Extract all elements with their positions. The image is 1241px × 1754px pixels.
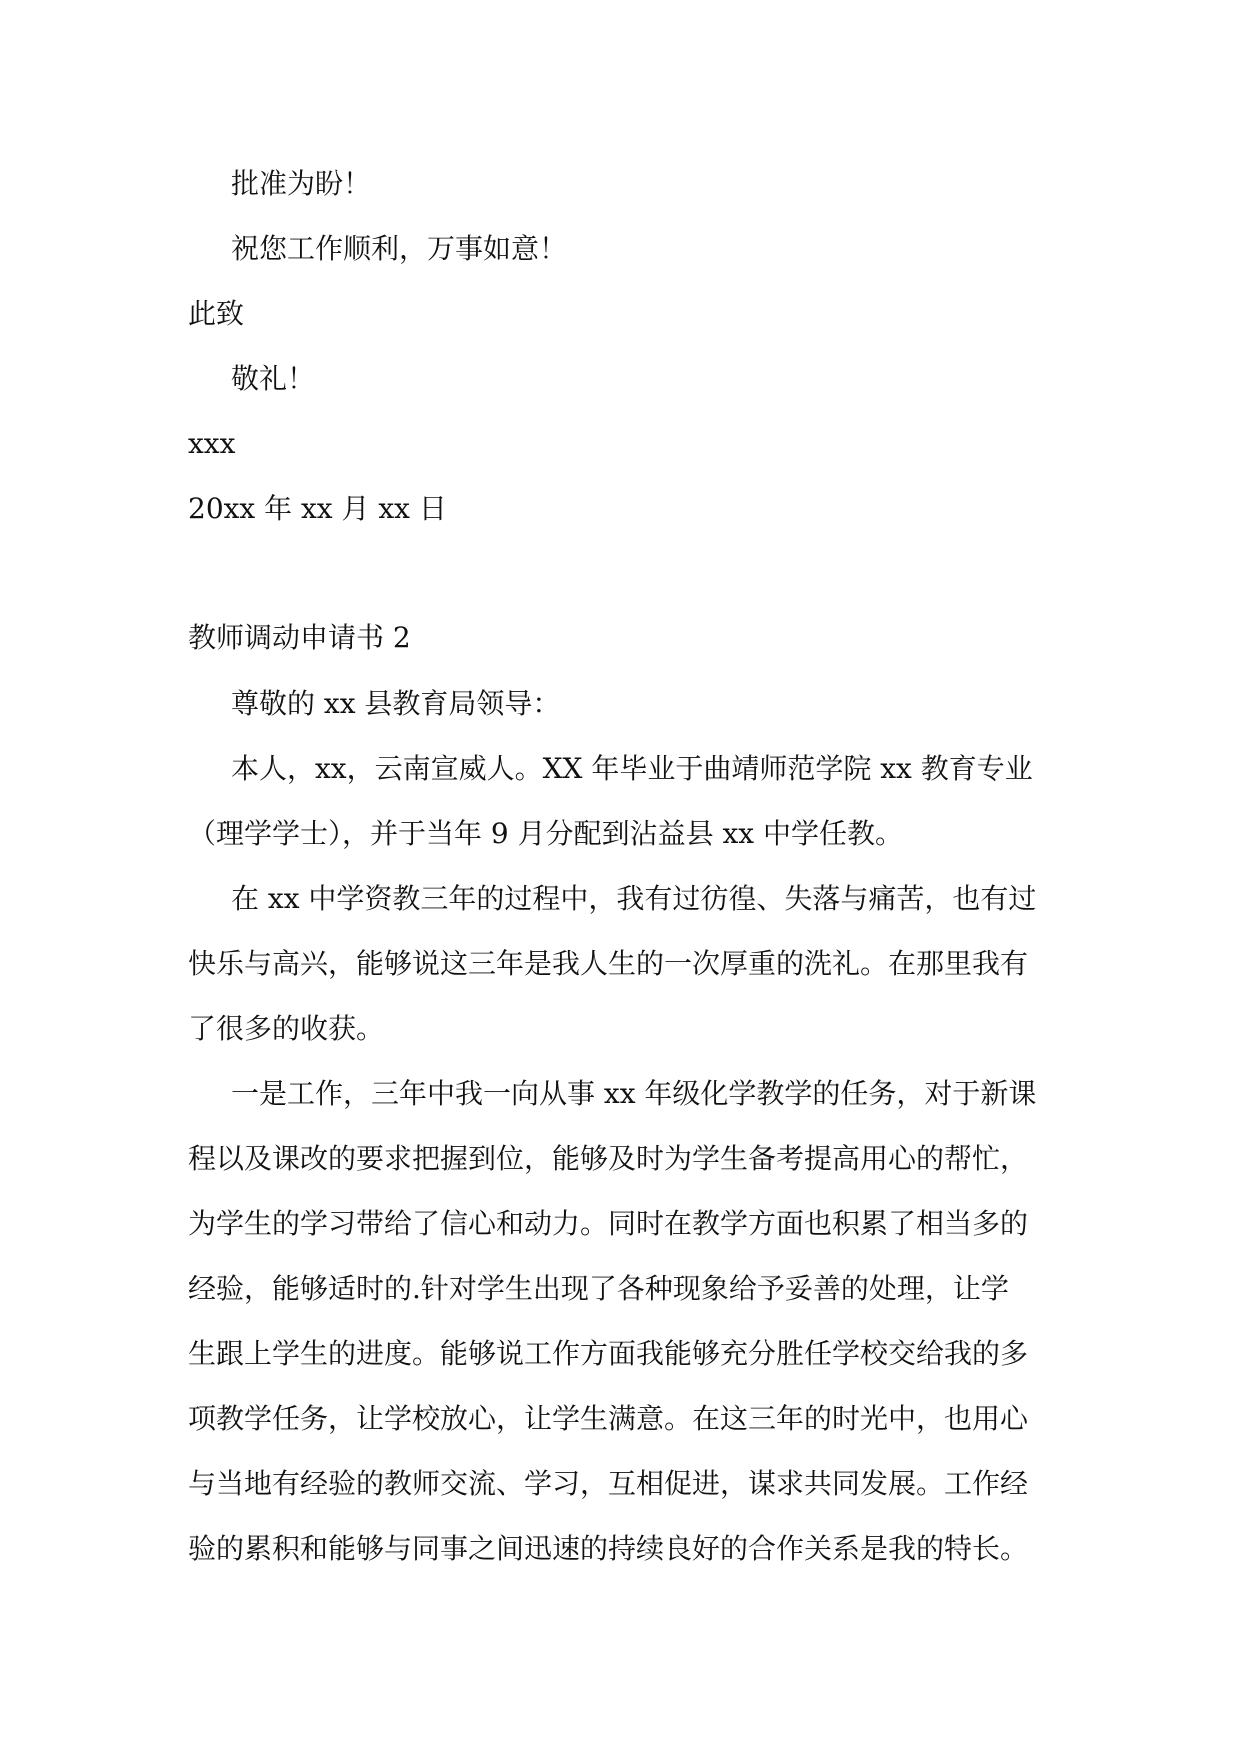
closing-line: 此致	[188, 297, 245, 330]
body-line: 快乐与高兴，能够说这三年是我人生的一次厚重的洗礼。在那里我有	[188, 947, 1029, 980]
approval-line: 批准为盼！	[231, 167, 372, 200]
body-line: （理学学士），并于当年 9 月分配到沾益县 xx 中学任教。	[188, 817, 904, 850]
body-line: 为学生的学习带给了信心和动力。同时在教学方面也积累了相当多的	[188, 1207, 1029, 1240]
date-line: 20xx 年 xx 月 xx 日	[188, 492, 447, 525]
body-line: 与当地有经验的教师交流、学习，互相促进，谋求共同发展。工作经	[188, 1467, 1029, 1500]
body-line: 程以及课改的要求把握到位，能够及时为学生备考提高用心的帮忙，	[188, 1142, 1029, 1175]
body-line: 本人，xx，云南宣威人。XX 年毕业于曲靖师范学院 xx 教育专业	[231, 752, 1033, 785]
section-title: 教师调动申请书 2	[188, 621, 411, 654]
wish-line: 祝您工作顺利，万事如意！	[231, 232, 568, 265]
signature-line: xxx	[188, 427, 236, 460]
salute-line: 敬礼！	[231, 362, 316, 395]
body-line: 一是工作，三年中我一向从事 xx 年级化学教学的任务，对于新课	[231, 1077, 1037, 1110]
body-line: 经验，能够适时的.针对学生出现了各种现象给予妥善的处理，让学	[188, 1272, 1009, 1305]
salutation-line: 尊敬的 xx 县教育局领导：	[231, 687, 561, 720]
body-line: 生跟上学生的进度。能够说工作方面我能够充分胜任学校交给我的多	[188, 1337, 1029, 1370]
body-line: 项教学任务，让学校放心，让学生满意。在这三年的时光中，也用心	[188, 1402, 1029, 1435]
body-line: 在 xx 中学资教三年的过程中，我有过彷徨、失落与痛苦，也有过	[231, 882, 1037, 915]
body-line: 验的累积和能够与同事之间迅速的持续良好的合作关系是我的特长。	[188, 1532, 1029, 1565]
body-line: 了很多的收获。	[188, 1012, 385, 1045]
